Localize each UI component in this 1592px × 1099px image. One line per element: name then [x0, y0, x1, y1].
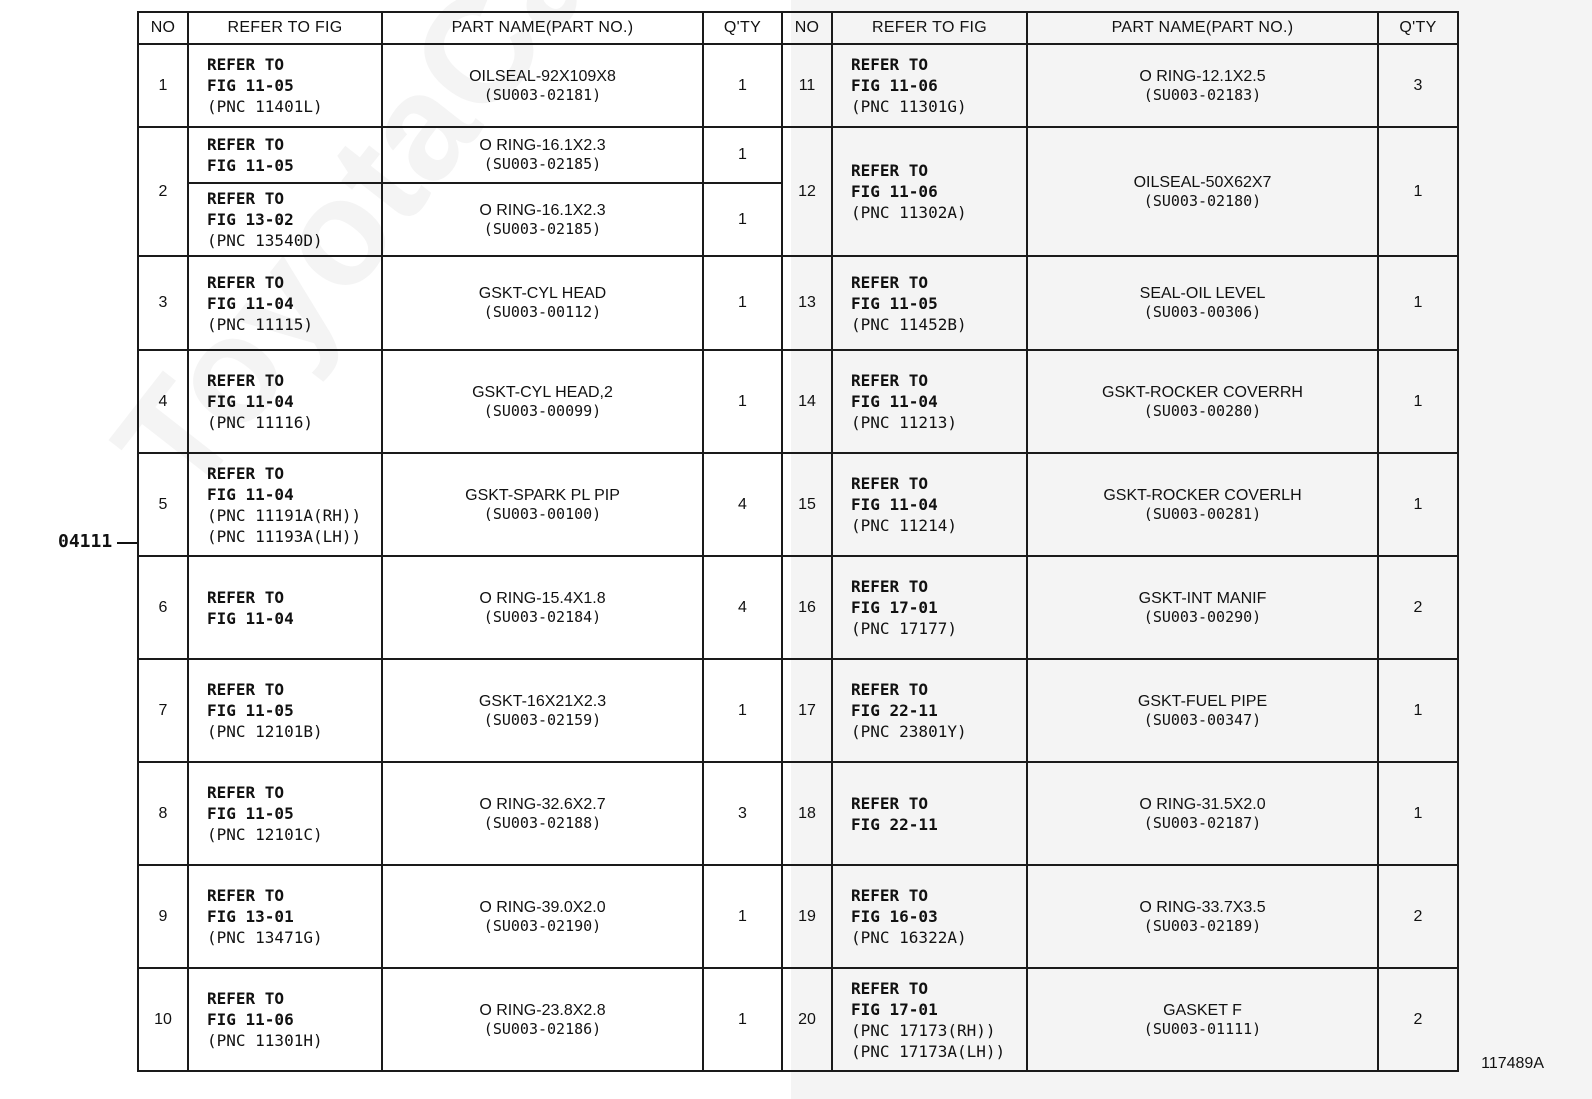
- refer-line-1: REFER TO: [207, 989, 285, 1008]
- part-number: (SU003-02181): [483, 85, 602, 104]
- refer-line-2: FIG 11-05: [207, 804, 294, 823]
- part-number: (SU003-02189): [1143, 916, 1262, 935]
- refer-line-1: REFER TO: [851, 978, 929, 998]
- item-no: 13: [782, 256, 832, 350]
- part-cell: [382, 183, 703, 256]
- item-qty: 3: [703, 762, 782, 865]
- table-row: [138, 127, 1458, 183]
- part-name: GSKT-CYL HEAD: [478, 285, 607, 302]
- refer-line-3: (PNC 11301G): [851, 97, 967, 116]
- refer-cell: [832, 256, 1027, 350]
- refer-cell: [832, 44, 1027, 127]
- refer-line-3: (PNC 11214): [851, 516, 957, 535]
- refer-line-3: (PNC 13540D): [207, 231, 323, 250]
- refer-line-3: (PNC 16322A): [851, 928, 967, 947]
- part-name: O RING-39.0X2.0: [479, 898, 606, 916]
- refer-cell: [832, 865, 1027, 968]
- refer-line-2: FIG 11-04: [851, 495, 938, 514]
- item-no: 4: [138, 350, 188, 453]
- item-qty: 1: [1378, 350, 1458, 453]
- item-qty: 3: [1378, 44, 1458, 127]
- refer-line-2: FIG 16-03: [851, 907, 938, 926]
- part-cell: [382, 127, 703, 183]
- refer-cell: [832, 659, 1027, 762]
- part-cell: [1027, 350, 1378, 453]
- header-no: NO: [138, 12, 188, 44]
- header-refer: REFER TO FIG: [832, 12, 1027, 44]
- part-cell: [1027, 968, 1378, 1071]
- table-row: [138, 453, 1458, 556]
- refer-line-1: REFER TO: [207, 587, 285, 607]
- refer-cell: [188, 556, 382, 659]
- part-name: GSKT-ROCKER COVERRH: [1102, 383, 1303, 401]
- part-cell: [382, 453, 703, 556]
- header-no: NO: [782, 12, 832, 44]
- refer-cell: [188, 865, 382, 968]
- part-cell: [1027, 127, 1378, 256]
- refer-line-2: FIG 11-05: [207, 156, 294, 175]
- part-cell: [382, 762, 703, 865]
- header-part: PART NAME(PART NO.): [1027, 12, 1378, 44]
- part-cell: [382, 968, 703, 1071]
- refer-cell: [832, 556, 1027, 659]
- refer-line-3: (PNC 11213): [851, 413, 957, 432]
- part-number: (SU003-00280): [1143, 401, 1262, 420]
- part-number: (SU003-02186): [483, 1019, 602, 1038]
- refer-cell: [188, 762, 382, 865]
- refer-line-1: REFER TO: [851, 55, 929, 74]
- figure-number: 117489A: [1481, 1055, 1544, 1072]
- refer-line-3: (PNC 17173(RH)): [851, 1020, 996, 1040]
- part-number: (SU003-01111): [1143, 1019, 1262, 1038]
- part-name: GSKT-FUEL PIPE: [1137, 692, 1268, 710]
- item-no: 17: [782, 659, 832, 762]
- item-qty: 2: [1378, 556, 1458, 659]
- parts-table: [137, 11, 1459, 1072]
- part-number: (SU003-02190): [483, 916, 602, 935]
- part-cell: [1027, 762, 1378, 865]
- refer-line-3: (PNC 13471G): [207, 928, 323, 947]
- refer-line-1: REFER TO: [851, 371, 929, 390]
- item-qty: 1: [1378, 659, 1458, 762]
- refer-line-1: REFER TO: [851, 474, 929, 493]
- item-no: 16: [782, 556, 832, 659]
- part-cell: [382, 350, 703, 453]
- header-refer: REFER TO FIG: [188, 12, 382, 44]
- item-qty: 1: [703, 968, 782, 1071]
- part-number: (SU003-02188): [483, 813, 602, 832]
- item-qty: 1: [703, 350, 782, 453]
- refer-line-3: (PNC 11452B): [851, 314, 967, 334]
- part-name: GSKT-CYL HEAD,2: [472, 383, 613, 401]
- refer-cell: [188, 350, 382, 453]
- refer-line-2: FIG 11-04: [851, 392, 938, 411]
- part-name: GSKT-16X21X2.3: [478, 692, 607, 710]
- part-name: O RING-31.5X2.0: [1139, 795, 1266, 813]
- refer-line-1: REFER TO: [207, 135, 285, 154]
- part-name: O RING-12.1X2.5: [1139, 67, 1266, 85]
- item-no: 10: [138, 968, 188, 1071]
- refer-line-3: (PNC 17177): [851, 619, 957, 638]
- item-no: 1: [138, 44, 188, 127]
- refer-line-2: FIG 22-11: [851, 701, 938, 720]
- item-no: 19: [782, 865, 832, 968]
- part-number: (SU003-00099): [483, 401, 602, 420]
- part-name: OILSEAL-50X62X7: [1133, 173, 1272, 191]
- refer-cell: [832, 968, 1027, 1071]
- table-row: [138, 556, 1458, 659]
- refer-line-1: REFER TO: [207, 272, 285, 292]
- part-cell: [1027, 453, 1378, 556]
- refer-line-2: FIG 11-04: [207, 392, 294, 411]
- item-qty: 1: [703, 44, 782, 127]
- header-part: PART NAME(PART NO.): [382, 12, 703, 44]
- item-qty: 4: [703, 556, 782, 659]
- item-qty: 2: [1378, 865, 1458, 968]
- part-number: (SU003-02187): [1143, 813, 1262, 832]
- refer-line-1: REFER TO: [851, 886, 929, 905]
- item-no: 14: [782, 350, 832, 453]
- refer-line-1: REFER TO: [851, 680, 929, 699]
- item-no: 20: [782, 968, 832, 1071]
- refer-line-2: FIG 11-06: [851, 182, 938, 201]
- refer-line-2: FIG 17-01: [851, 999, 938, 1019]
- refer-line-1: REFER TO: [207, 783, 285, 802]
- item-qty: 2: [1378, 968, 1458, 1071]
- refer-line-3: (PNC 11191A(RH)): [207, 505, 362, 525]
- item-no: 7: [138, 659, 188, 762]
- part-name: O RING-32.6X2.7: [479, 795, 606, 813]
- part-number: (SU003-02184): [483, 607, 602, 626]
- item-no: 6: [138, 556, 188, 659]
- refer-line-3: (PNC 11115): [207, 314, 313, 334]
- table-row: [138, 659, 1458, 762]
- refer-line-3: (PNC 11301H): [207, 1031, 323, 1050]
- part-cell: [1027, 865, 1378, 968]
- refer-line-1: REFER TO: [207, 680, 285, 699]
- part-cell: [1027, 44, 1378, 127]
- refer-cell: [832, 127, 1027, 256]
- refer-line-2: FIG 13-02: [207, 210, 294, 229]
- refer-line-2: FIG 11-06: [207, 1010, 294, 1029]
- item-no: 8: [138, 762, 188, 865]
- refer-cell: [188, 659, 382, 762]
- refer-cell: [188, 183, 382, 256]
- refer-line-1: REFER TO: [851, 793, 929, 813]
- part-name: GASKET F: [1163, 1001, 1242, 1019]
- callout-leader-line: [117, 542, 137, 544]
- refer-line-1: REFER TO: [207, 371, 285, 390]
- part-cell: [382, 256, 703, 350]
- item-no: 12: [782, 127, 832, 256]
- item-no: 15: [782, 453, 832, 556]
- item-no: 2: [138, 127, 188, 256]
- item-no: 18: [782, 762, 832, 865]
- item-qty: 4: [703, 453, 782, 556]
- part-name: SEAL-OIL LEVEL: [1139, 285, 1266, 302]
- part-cell: [1027, 256, 1378, 350]
- refer-line-1: REFER TO: [851, 272, 929, 292]
- part-name: O RING-15.4X1.8: [479, 589, 606, 607]
- table-row: [138, 865, 1458, 968]
- part-number: (SU003-02180): [1143, 191, 1262, 210]
- part-name: O RING-23.8X2.8: [479, 1001, 606, 1019]
- refer-line-3: (PNC 12101C): [207, 825, 323, 844]
- table-row: [138, 968, 1458, 1071]
- refer-line-3: (PNC 11116): [207, 413, 313, 432]
- part-cell: [382, 865, 703, 968]
- table-row: [138, 762, 1458, 865]
- part-name: OILSEAL-92X109X8: [469, 67, 616, 85]
- refer-line-2: FIG 11-04: [207, 608, 294, 628]
- refer-line-4: (PNC 11193A(LH)): [207, 526, 362, 546]
- item-no: 11: [782, 44, 832, 127]
- part-number: (SU003-00112): [483, 303, 602, 321]
- item-qty: 1: [703, 256, 782, 350]
- callout-label: 04111: [58, 531, 113, 552]
- part-number: (SU003-00100): [483, 504, 602, 523]
- refer-line-1: REFER TO: [851, 161, 929, 180]
- part-number: (SU003-00281): [1143, 504, 1262, 523]
- refer-cell: [188, 453, 382, 556]
- refer-line-3: (PNC 12101B): [207, 722, 323, 741]
- item-no: 3: [138, 256, 188, 350]
- part-cell: [382, 659, 703, 762]
- part-name: O RING-16.1X2.3: [479, 137, 606, 154]
- part-number: (SU003-00306): [1143, 303, 1262, 321]
- refer-line-3: (PNC 11401L): [207, 97, 323, 116]
- header-row: [138, 12, 1458, 44]
- item-qty: 1: [1378, 453, 1458, 556]
- refer-line-2: FIG 11-06: [851, 76, 938, 95]
- item-qty: 1: [703, 127, 782, 183]
- part-number: (SU003-00347): [1143, 710, 1262, 729]
- refer-line-3: (PNC 11302A): [851, 203, 967, 222]
- refer-cell: [832, 453, 1027, 556]
- refer-line-2: FIG 11-05: [851, 293, 938, 313]
- refer-cell: [832, 762, 1027, 865]
- refer-line-2: FIG 17-01: [851, 598, 938, 617]
- part-number: (SU003-02159): [483, 710, 602, 729]
- table-row: [138, 350, 1458, 453]
- part-name: O RING-16.1X2.3: [479, 201, 606, 219]
- item-qty: 1: [1378, 256, 1458, 350]
- refer-cell: [188, 44, 382, 127]
- refer-line-2: FIG 11-04: [207, 484, 294, 504]
- refer-line-1: REFER TO: [207, 55, 285, 74]
- refer-line-1: REFER TO: [207, 189, 285, 208]
- part-number: (SU003-02185): [483, 219, 602, 238]
- item-qty: 1: [1378, 127, 1458, 256]
- item-no: 9: [138, 865, 188, 968]
- refer-line-1: REFER TO: [207, 463, 285, 483]
- refer-line-3: (PNC 23801Y): [851, 722, 967, 741]
- part-name: GSKT-SPARK PL PIP: [465, 486, 620, 504]
- refer-line-2: FIG 11-05: [207, 76, 294, 95]
- refer-line-1: REFER TO: [851, 577, 929, 596]
- part-cell: [382, 44, 703, 127]
- item-no: 5: [138, 453, 188, 556]
- part-number: (SU003-02185): [483, 155, 602, 173]
- part-cell: [1027, 556, 1378, 659]
- part-cell: [1027, 659, 1378, 762]
- refer-cell: [188, 968, 382, 1071]
- header-qty: Q'TY: [703, 12, 782, 44]
- part-name: O RING-33.7X3.5: [1139, 898, 1266, 916]
- refer-line-1: REFER TO: [207, 886, 285, 905]
- refer-line-4: (PNC 17173A(LH)): [851, 1041, 1006, 1061]
- table-row: [138, 44, 1458, 127]
- refer-line-2: FIG 11-04: [207, 293, 294, 313]
- part-number: (SU003-00290): [1143, 607, 1262, 626]
- refer-line-2: FIG 13-01: [207, 907, 294, 926]
- item-qty: 1: [1378, 762, 1458, 865]
- refer-cell: [188, 127, 382, 183]
- header-qty: Q'TY: [1378, 12, 1458, 44]
- item-qty: 1: [703, 183, 782, 256]
- refer-cell: [188, 256, 382, 350]
- item-qty: 1: [703, 659, 782, 762]
- item-qty: 1: [703, 865, 782, 968]
- refer-line-2: FIG 22-11: [851, 814, 938, 834]
- refer-cell: [832, 350, 1027, 453]
- refer-line-2: FIG 11-05: [207, 701, 294, 720]
- part-name: GSKT-ROCKER COVERLH: [1103, 486, 1302, 504]
- table-row: [138, 256, 1458, 350]
- part-cell: [382, 556, 703, 659]
- part-name: GSKT-INT MANIF: [1138, 589, 1267, 607]
- part-number: (SU003-02183): [1143, 85, 1262, 104]
